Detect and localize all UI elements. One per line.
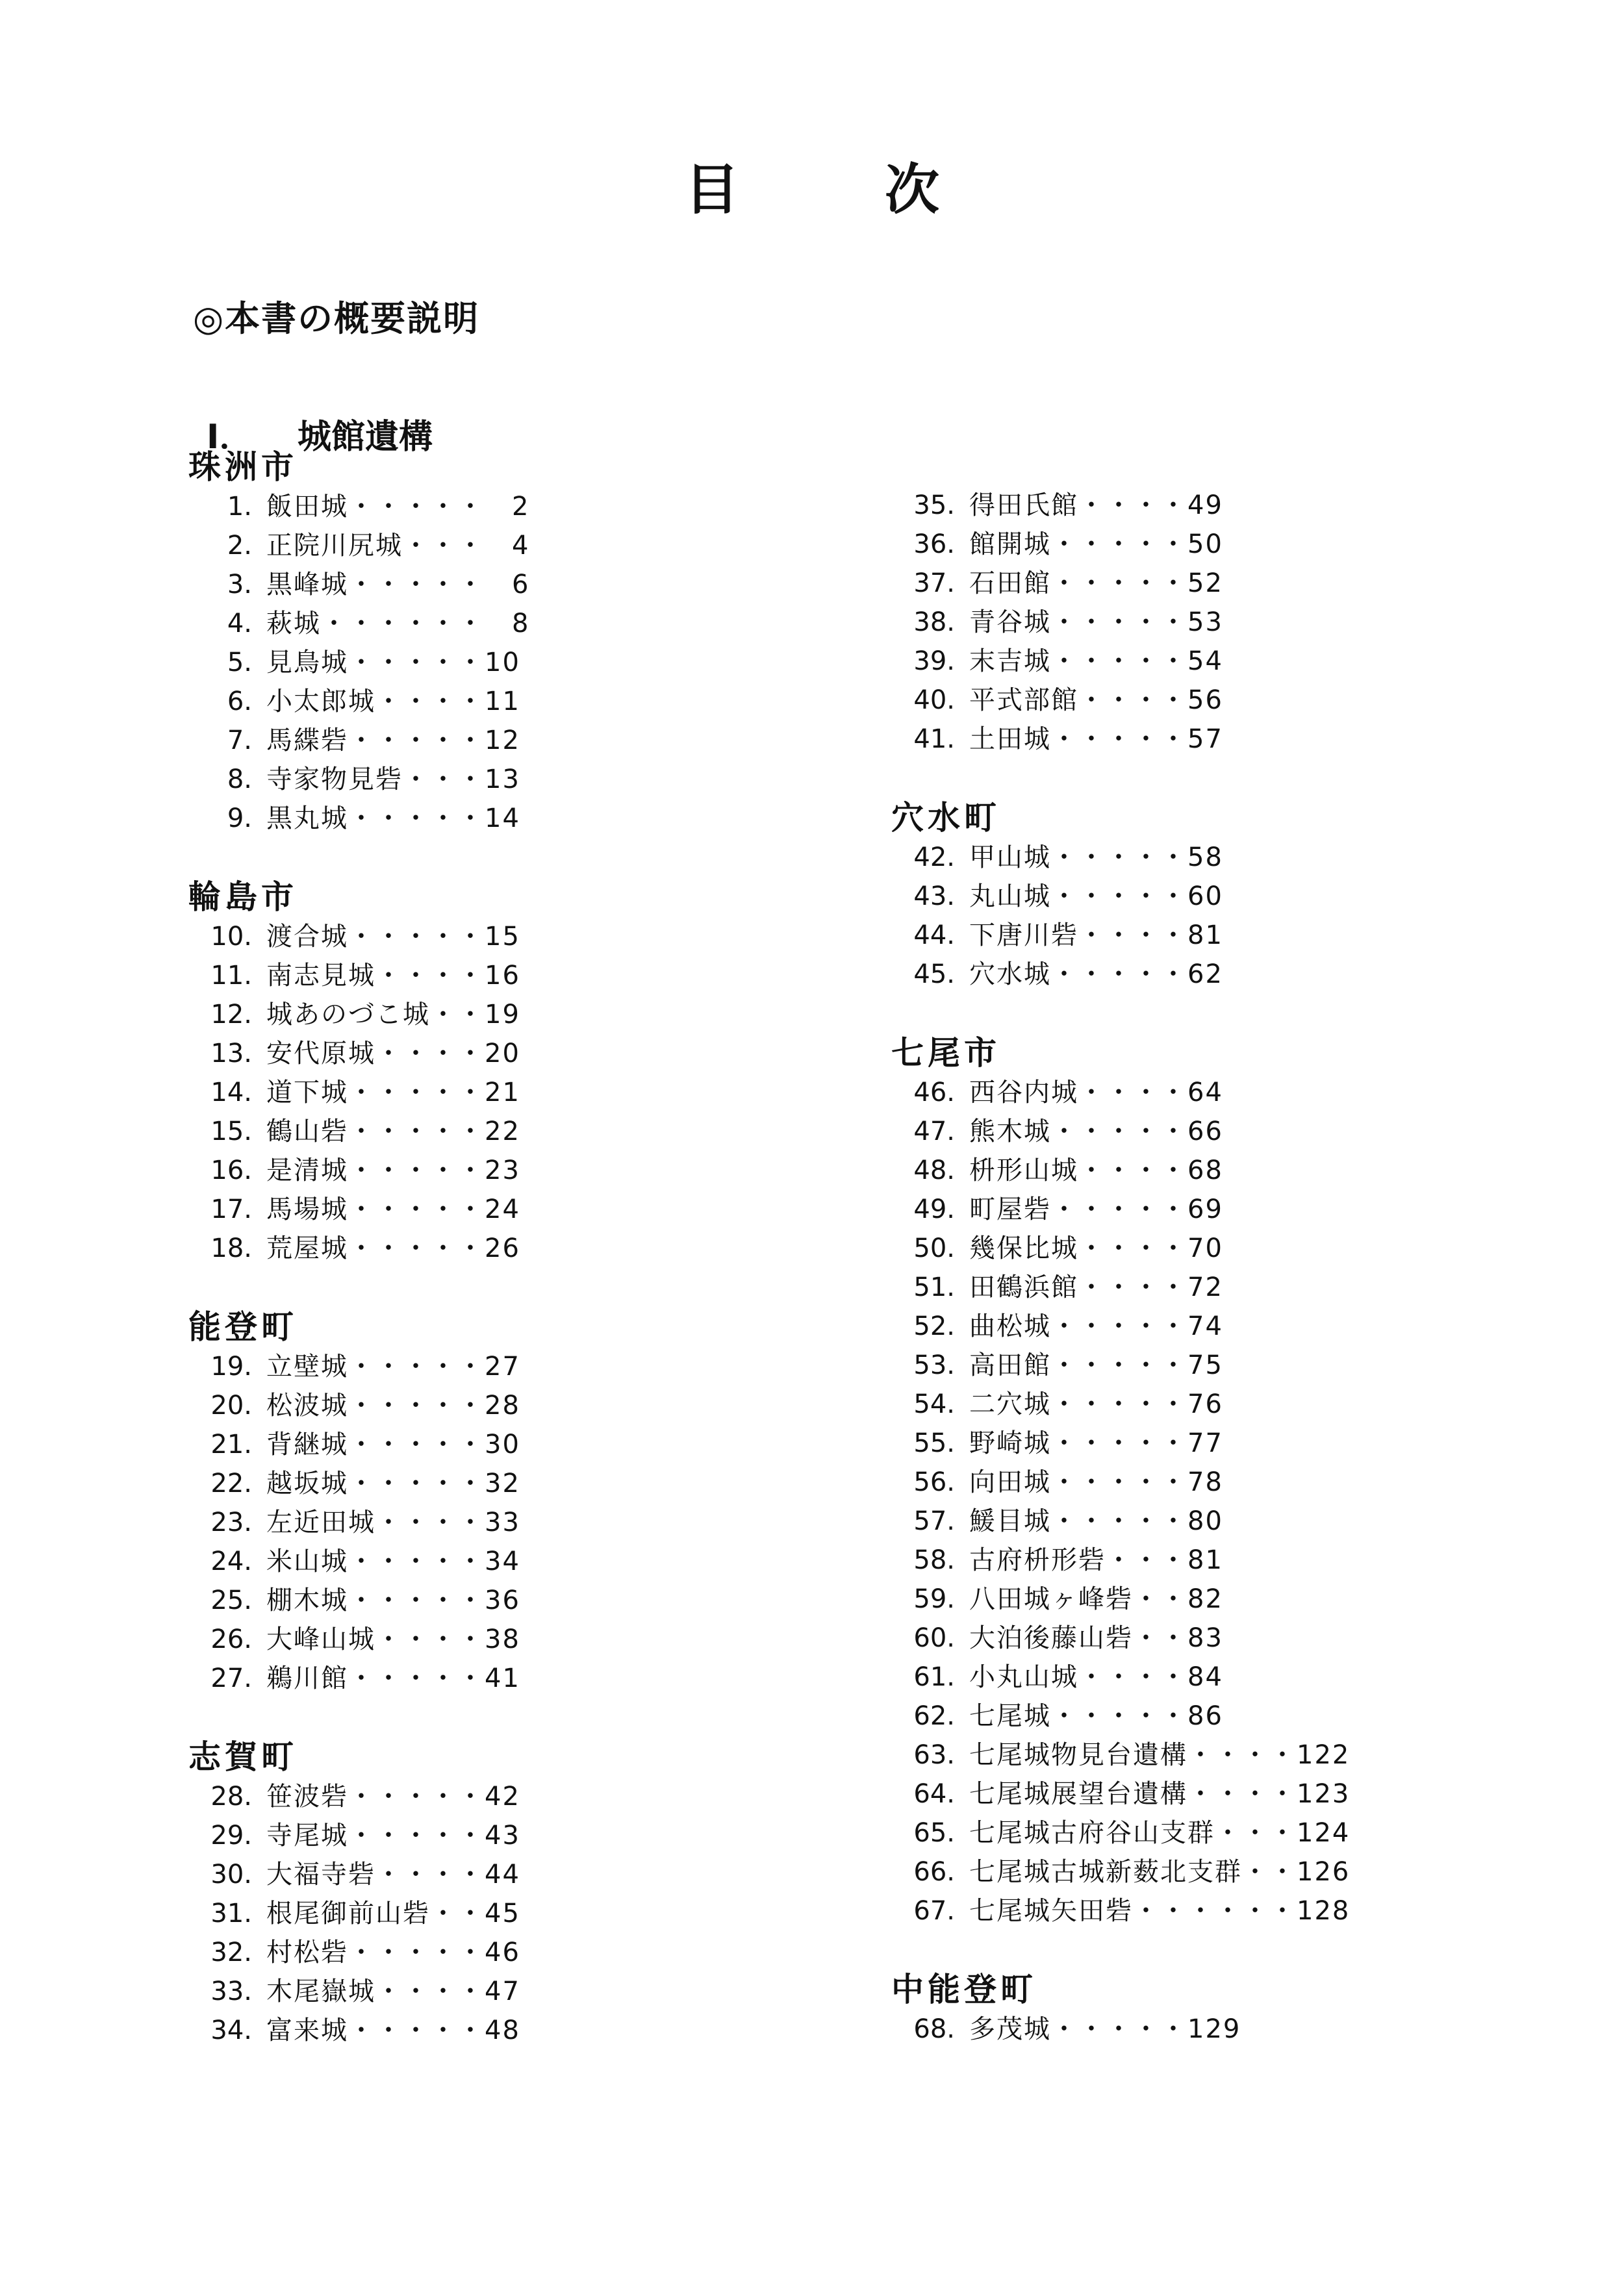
entry-number: 68. — [913, 2014, 955, 2044]
entry-title-page: 末吉城・・・・・54 — [969, 646, 1223, 676]
entry-title-page: 松波城・・・・・28 — [266, 1391, 520, 1421]
entry-number: 25. — [210, 1586, 252, 1615]
entry-number: 5. — [227, 648, 252, 677]
entry-title-page: 野崎城・・・・・77 — [969, 1428, 1223, 1458]
toc-entry — [188, 1151, 529, 1190]
toc-entry — [188, 1190, 529, 1229]
toc-entry — [891, 1112, 1350, 1151]
entry-number: 37. — [913, 568, 955, 598]
entry-number: 27. — [210, 1663, 252, 1693]
entry-number: 9. — [227, 803, 252, 833]
toc-entry — [891, 2010, 1350, 2049]
entry-number: 1. — [227, 492, 252, 522]
toc-entry — [188, 956, 529, 995]
toc-entry — [891, 564, 1350, 603]
region-heading: 穴水町 — [891, 799, 1000, 837]
toc-entry — [891, 1891, 1350, 1930]
entry-number: 67. — [913, 1896, 955, 1926]
entry-number: 36. — [913, 529, 955, 559]
entry-number: 59. — [913, 1584, 955, 1614]
entry-number: 62. — [913, 1701, 955, 1731]
entry-title-page: 熊木城・・・・・66 — [969, 1117, 1223, 1146]
entry-title-page: 渡合城・・・・・15 — [266, 922, 520, 952]
entry-title-page: 得田氏館・・・・49 — [969, 490, 1223, 520]
section-label: 城館遺構 — [298, 418, 433, 457]
toc-entry — [891, 1814, 1350, 1852]
toc-entry — [188, 1073, 529, 1112]
entry-number: 43. — [913, 881, 955, 911]
entry-number: 44. — [913, 920, 955, 950]
entry-number: 31. — [210, 1899, 252, 1928]
entry-number: 53. — [913, 1350, 955, 1380]
entry-title-page: 馬緤砦・・・・・12 — [266, 726, 520, 755]
toc-entry — [188, 1464, 529, 1503]
entry-title-page: 越坂城・・・・・32 — [266, 1469, 520, 1498]
entry-number: 13. — [210, 1039, 252, 1068]
entry-title-page: 立壁城・・・・・27 — [266, 1352, 520, 1382]
entry-title-page: 鵜川館・・・・・41 — [266, 1663, 520, 1693]
entry-title-page: 田鶴浜館・・・・72 — [969, 1272, 1223, 1302]
region-heading: 七尾市 — [891, 1034, 1000, 1072]
toc-entry — [891, 1346, 1350, 1385]
toc-left-column — [188, 447, 529, 2050]
toc-entry — [891, 1736, 1350, 1775]
group-spacer — [188, 838, 529, 877]
entry-title-page: 笹波砦・・・・・42 — [266, 1782, 520, 1812]
toc-entry — [891, 1580, 1350, 1619]
entry-title-page: 富来城・・・・・48 — [266, 2016, 520, 2045]
entry-number: 32. — [210, 1938, 252, 1967]
entry-number: 2. — [227, 531, 252, 561]
entry-number: 3. — [227, 570, 252, 600]
group-spacer — [188, 1268, 529, 1307]
entry-title-page: 黒峰城・・・・・ 6 — [266, 570, 530, 600]
entry-number: 10. — [210, 922, 252, 952]
entry-title-page: 黒丸城・・・・・14 — [266, 803, 520, 833]
entry-number: 22. — [210, 1469, 252, 1498]
entry-number: 4. — [227, 609, 252, 639]
entry-number: 60. — [913, 1623, 955, 1653]
toc-entry — [188, 995, 529, 1034]
entry-number: 21. — [210, 1430, 252, 1460]
toc-entry — [188, 1503, 529, 1542]
group-spacer — [891, 1930, 1350, 1969]
entry-title-page: 古府枡形砦・・・81 — [969, 1545, 1223, 1575]
entry-number: 7. — [227, 726, 252, 755]
group-spacer — [891, 759, 1350, 798]
entry-title-page: 土田城・・・・・57 — [969, 724, 1223, 754]
entry-number: 65. — [913, 1818, 955, 1848]
entry-title-page: 小丸山城・・・・84 — [969, 1662, 1223, 1692]
entry-number: 64. — [913, 1779, 955, 1809]
toc-entry — [891, 1541, 1350, 1580]
entry-title-page: 青谷城・・・・・53 — [969, 607, 1223, 637]
entry-title-page: 町屋砦・・・・・69 — [969, 1195, 1223, 1224]
entry-title-page: 寺尾城・・・・・43 — [266, 1821, 520, 1851]
toc-entry — [188, 1777, 529, 1816]
entry-number: 54. — [913, 1389, 955, 1419]
entry-number: 29. — [210, 1821, 252, 1851]
entry-title-page: 下唐川砦・・・・81 — [969, 920, 1223, 950]
toc-entry — [188, 1894, 529, 1933]
entry-title-page: 村松砦・・・・・46 — [266, 1938, 520, 1967]
entry-title-page: 石田館・・・・・52 — [969, 568, 1223, 598]
entry-title-page: 幾保比城・・・・70 — [969, 1233, 1223, 1263]
entry-number: 40. — [913, 685, 955, 715]
entry-title-page: 棚木城・・・・・36 — [266, 1586, 520, 1615]
entry-title-page: 寺家物見砦・・・13 — [266, 765, 520, 794]
region-heading: 能登町 — [188, 1308, 298, 1346]
toc-entry — [188, 487, 529, 526]
toc-entry — [188, 604, 529, 643]
toc-entry — [188, 565, 529, 604]
entry-title-page: 七尾城矢田砦・・・・・・128 — [969, 1896, 1351, 1926]
toc-entry — [188, 682, 529, 721]
toc-entry — [891, 916, 1350, 955]
entry-title-page: 七尾城展望台遺構・・・・123 — [969, 1779, 1351, 1809]
toc-entry — [891, 1852, 1350, 1891]
entry-number: 47. — [913, 1117, 955, 1146]
entry-title-page: 西谷内城・・・・64 — [969, 1078, 1223, 1107]
toc-entry — [188, 917, 529, 956]
entry-title-page: 二穴城・・・・・76 — [969, 1389, 1223, 1419]
entry-number: 49. — [913, 1195, 955, 1224]
toc-entry — [891, 1658, 1350, 1697]
section-number: Ⅰ． — [207, 418, 253, 457]
toc-entry — [891, 1190, 1350, 1229]
toc-entry — [188, 1581, 529, 1620]
entry-number: 35. — [913, 490, 955, 520]
entry-title-page: 大泊後藤山砦・・83 — [969, 1623, 1223, 1653]
entry-number: 39. — [913, 646, 955, 676]
entry-number: 8. — [227, 765, 252, 794]
toc-entry — [891, 681, 1350, 720]
toc-entry — [891, 1502, 1350, 1541]
region-heading: 珠洲市 — [188, 448, 298, 486]
toc-entry — [188, 1659, 529, 1698]
entry-number: 33. — [210, 1977, 252, 2006]
toc-entry — [891, 838, 1350, 877]
entry-number: 61. — [913, 1662, 955, 1692]
entry-title-page: 馬場城・・・・・24 — [266, 1195, 520, 1224]
entry-title-page: 是清城・・・・・23 — [266, 1156, 520, 1185]
entry-number: 55. — [913, 1428, 955, 1458]
entry-number: 56. — [913, 1467, 955, 1497]
entry-title-page: 米山城・・・・・34 — [266, 1547, 520, 1576]
toc-entry — [891, 955, 1350, 994]
toc-entry — [891, 877, 1350, 916]
entry-title-page: 甲山城・・・・・58 — [969, 842, 1223, 872]
entry-title-page: 鰀目城・・・・・80 — [969, 1506, 1223, 1536]
entry-number: 24. — [210, 1547, 252, 1576]
entry-number: 14. — [210, 1078, 252, 1107]
entry-number: 45. — [913, 959, 955, 989]
entry-title-page: 丸山城・・・・・60 — [969, 881, 1223, 911]
toc-entry — [891, 486, 1350, 525]
toc-entry — [188, 1034, 529, 1073]
entry-title-page: 城あのづこ城・・19 — [266, 1000, 520, 1030]
overview-heading: ◎本書の概要説明 — [193, 298, 480, 339]
entry-title-page: 向田城・・・・・78 — [969, 1467, 1223, 1497]
entry-title-page: 大峰山城・・・・38 — [266, 1625, 520, 1654]
entry-number: 26. — [210, 1625, 252, 1654]
entry-title-page: 平式部館・・・・56 — [969, 685, 1223, 715]
entry-title-page: 八田城ヶ峰砦・・82 — [969, 1584, 1223, 1614]
entry-title-page: 小太郎城・・・・11 — [266, 687, 520, 716]
entry-number: 42. — [913, 842, 955, 872]
entry-number: 48. — [913, 1156, 955, 1185]
region-heading: 志賀町 — [188, 1738, 298, 1776]
entry-title-page: 鶴山砦・・・・・22 — [266, 1117, 520, 1146]
entry-number: 58. — [913, 1545, 955, 1575]
entry-number: 50. — [913, 1233, 955, 1263]
entry-title-page: 萩城・・・・・・ 8 — [266, 609, 530, 639]
toc-entry — [891, 642, 1350, 681]
toc-entry — [891, 1307, 1350, 1346]
toc-right-column — [891, 486, 1350, 2049]
toc-entry — [188, 643, 529, 682]
entry-title-page: 曲松城・・・・・74 — [969, 1311, 1223, 1341]
entry-number: 38. — [913, 607, 955, 637]
entry-title-page: 館開城・・・・・50 — [969, 529, 1223, 559]
toc-entry — [891, 1151, 1350, 1190]
region-heading: 輪島市 — [188, 878, 298, 916]
entry-title-page: 飯田城・・・・・ 2 — [266, 492, 530, 522]
entry-number: 66. — [913, 1857, 955, 1887]
toc-entry — [188, 1386, 529, 1425]
toc-entry — [188, 1816, 529, 1855]
entry-number: 52. — [913, 1311, 955, 1341]
entry-title-page: 高田館・・・・・75 — [969, 1350, 1223, 1380]
page-title: 目 次 — [684, 158, 985, 221]
toc-entry — [188, 1933, 529, 1972]
toc-entry — [188, 1855, 529, 1894]
toc-entry — [891, 1385, 1350, 1424]
entry-number: 11. — [210, 961, 252, 991]
entry-title-page: 多茂城・・・・・129 — [969, 2014, 1241, 2044]
toc-entry — [891, 603, 1350, 642]
entry-number: 51. — [913, 1272, 955, 1302]
entry-title-page: 枡形山城・・・・68 — [969, 1156, 1223, 1185]
toc-entry — [891, 525, 1350, 564]
entry-title-page: 木尾嶽城・・・・47 — [266, 1977, 520, 2006]
region-heading: 中能登町 — [891, 1971, 1037, 2008]
toc-entry — [891, 1463, 1350, 1502]
entry-number: 57. — [913, 1506, 955, 1536]
entry-title-page: 安代原城・・・・20 — [266, 1039, 520, 1068]
entry-title-page: 南志見城・・・・16 — [266, 961, 520, 991]
entry-number: 28. — [210, 1782, 252, 1812]
entry-number: 18. — [210, 1233, 252, 1263]
toc-entry — [188, 760, 529, 799]
entry-number: 23. — [210, 1508, 252, 1537]
toc-entry — [188, 1425, 529, 1464]
toc-entry — [891, 1073, 1350, 1112]
entry-number: 19. — [210, 1352, 252, 1382]
entry-title-page: 背継城・・・・・30 — [266, 1430, 520, 1460]
entry-number: 17. — [210, 1195, 252, 1224]
toc-entry — [891, 1424, 1350, 1463]
toc-entry — [188, 1972, 529, 2011]
toc-entry — [891, 1697, 1350, 1736]
entry-title-page: 正院川尻城・・・ 4 — [266, 531, 530, 561]
entry-title-page: 荒屋城・・・・・26 — [266, 1233, 520, 1263]
toc-entry — [891, 1268, 1350, 1307]
entry-title-page: 道下城・・・・・21 — [266, 1078, 520, 1107]
toc-entry — [188, 2011, 529, 2050]
toc-entry — [188, 1542, 529, 1581]
toc-entry — [188, 1112, 529, 1151]
toc-entry — [188, 1620, 529, 1659]
group-spacer — [188, 1698, 529, 1737]
toc-entry — [188, 526, 529, 565]
toc-entry — [891, 720, 1350, 759]
toc-entry — [188, 799, 529, 838]
entry-number: 20. — [210, 1391, 252, 1421]
entry-title-page: 左近田城・・・・33 — [266, 1508, 520, 1537]
entry-number: 46. — [913, 1078, 955, 1107]
entry-number: 63. — [913, 1740, 955, 1770]
entry-title-page: 見鳥城・・・・・10 — [266, 648, 520, 677]
toc-entry — [891, 1775, 1350, 1814]
entry-number: 41. — [913, 724, 955, 754]
entry-title-page: 七尾城物見台遺構・・・・122 — [969, 1740, 1351, 1770]
entry-title-page: 穴水城・・・・・62 — [969, 959, 1223, 989]
entry-title-page: 七尾城古城新薮北支群・・126 — [969, 1857, 1351, 1887]
toc-entry — [188, 721, 529, 760]
entry-number: 16. — [210, 1156, 252, 1185]
entry-title-page: 七尾城・・・・・86 — [969, 1701, 1223, 1731]
entry-number: 34. — [210, 2016, 252, 2045]
entry-title-page: 七尾城古府谷山支群・・・124 — [969, 1818, 1351, 1848]
toc-entry — [891, 1619, 1350, 1658]
entry-number: 6. — [227, 687, 252, 716]
toc-entry — [188, 1347, 529, 1386]
toc-entry — [891, 1229, 1350, 1268]
entry-number: 15. — [210, 1117, 252, 1146]
entry-number: 30. — [210, 1860, 252, 1890]
toc-entry — [188, 1229, 529, 1268]
group-spacer — [891, 994, 1350, 1033]
entry-title-page: 根尾御前山砦・・45 — [266, 1899, 520, 1928]
entry-number: 12. — [210, 1000, 252, 1030]
entry-title-page: 大福寺砦・・・・44 — [266, 1860, 520, 1890]
